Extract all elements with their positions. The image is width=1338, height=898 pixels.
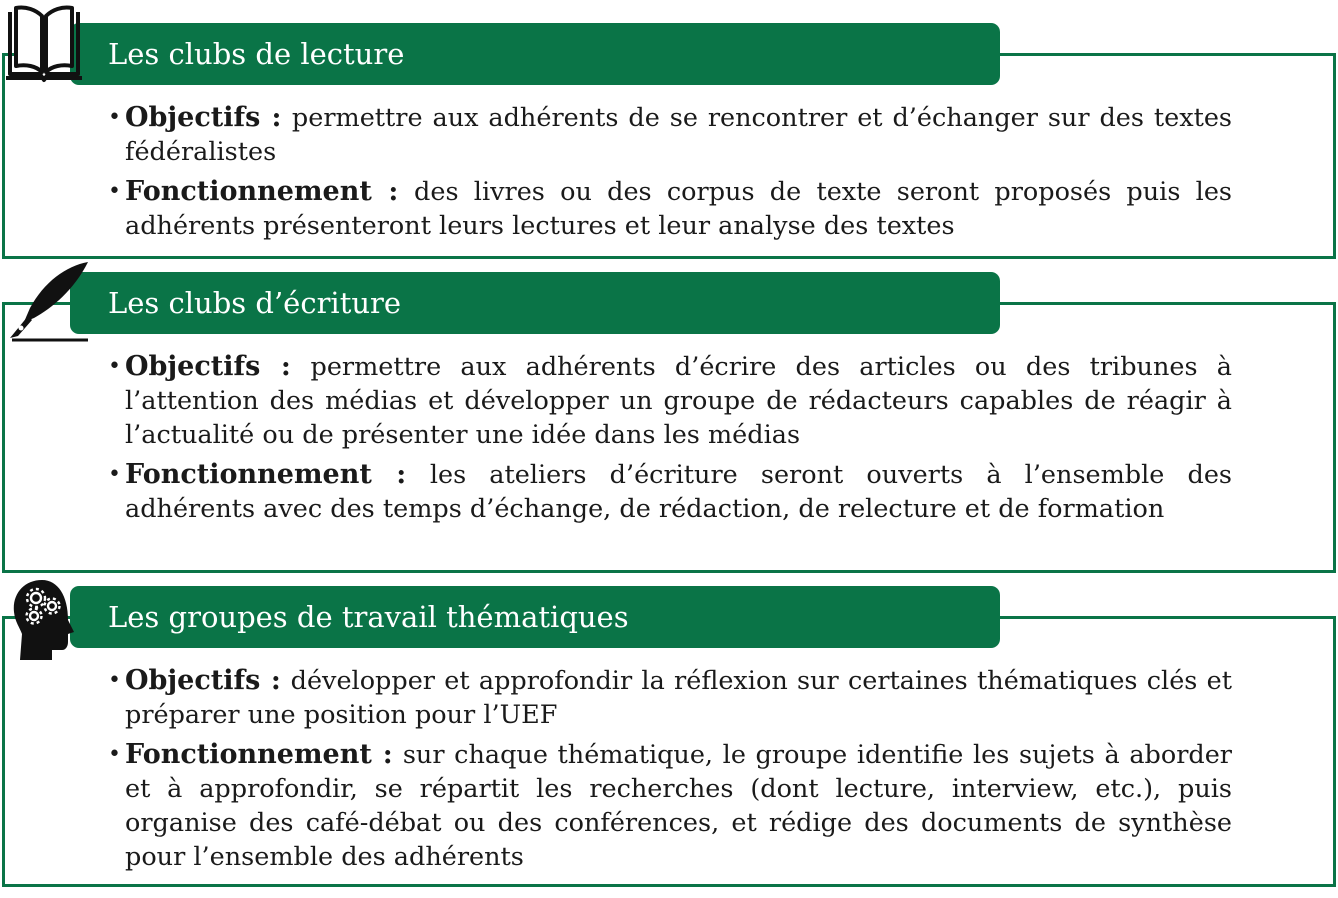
list-item: • Objectifs : permettre aux adhérents de se rencontrer et d’échanger sur des textes fédéralistes <box>108 101 1232 169</box>
section-header-thematic-groups: Les groupes de travail thématiques <box>70 586 1000 648</box>
open-book-icon <box>4 4 84 90</box>
list-item: • Fonctionnement : les ateliers d’écriture seront ouverts à l’ensemble des adhérents avec des temps d’échange, de rédaction, de relecture et de formation <box>108 458 1232 526</box>
thematic-groups-list <box>108 664 1232 880</box>
list-item: • Objectifs : développer et approfondir la réflexion sur certaines thématiques clés et préparer une position pour l’UEF <box>108 664 1232 732</box>
list-item: • Fonctionnement : des livres ou des corpus de texte seront proposés puis les adhérents présenteront leurs lectures et leur analyse des textes <box>108 175 1232 243</box>
section-header-writing-clubs: Les clubs d’écriture <box>70 272 1000 334</box>
head-gears-icon <box>10 578 80 666</box>
quill-pen-icon <box>4 260 94 348</box>
writing-clubs-list <box>108 350 1232 532</box>
reading-clubs-list <box>108 101 1232 249</box>
list-item: • Objectifs : permettre aux adhérents d’écrire des articles ou des tribunes à l’attention des médias et développer un groupe de rédacteurs capables de réagir à l’actualité ou de présenter une idée dans les médias <box>108 350 1232 452</box>
list-item: • Fonctionnement : sur chaque thématique, le groupe identifie les sujets à aborder et à approfondir, se répartit les recherches (dont lecture, interview, etc.), puis organise des café-débat ou des conférences, et rédige des documents de synthèse pour l’ensemble des adhérents <box>108 738 1232 874</box>
section-header-reading-clubs: Les clubs de lecture <box>70 23 1000 85</box>
